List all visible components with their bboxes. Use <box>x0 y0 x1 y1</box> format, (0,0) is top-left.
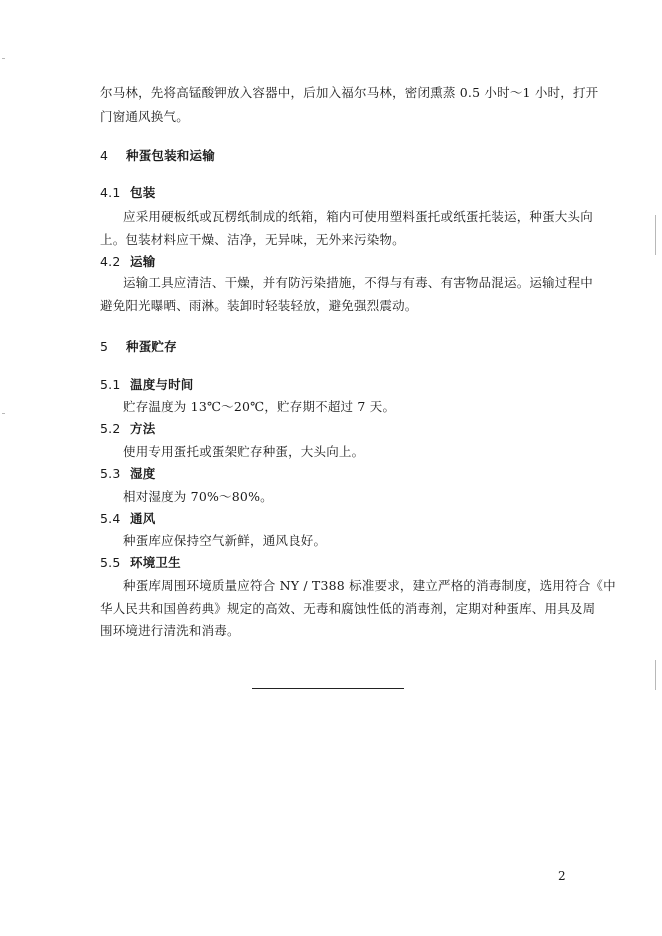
scan-mark <box>655 215 656 255</box>
section-number: 4 <box>100 148 109 163</box>
body-line: 使用专用蛋托或蛋架贮存种蛋，大头向上。 <box>123 444 365 459</box>
section-title: 方法 <box>130 421 156 436</box>
body-line: 贮存温度为 13℃～20℃，贮存期不超过 7 天。 <box>123 399 396 414</box>
body-line: 围环境进行清洗和消毒。 <box>100 623 240 638</box>
scan-mark <box>2 58 5 59</box>
section-heading-4 <box>100 148 215 164</box>
subsection-heading-5-5 <box>100 555 181 571</box>
section-title: 种蛋贮存 <box>126 339 177 354</box>
section-number: 5.1 <box>100 377 121 392</box>
body-line: 种蛋库应保持空气新鲜，通风良好。 <box>123 533 327 548</box>
body-line: 避免阳光曝晒、雨淋。装卸时轻装轻放，避免强烈震动。 <box>100 298 418 313</box>
section-number: 5.4 <box>100 511 121 526</box>
subsection-heading-4-1 <box>100 185 155 201</box>
end-rule <box>252 688 404 689</box>
body-line: 种蛋库周围环境质量应符合 NY / T388 标准要求，建立严格的消毒制度，选用符合《中 <box>123 578 616 593</box>
section-title: 种蛋包装和运输 <box>126 148 215 163</box>
body-line: 上。包装材料应干燥、洁净，无异味，无外来污染物。 <box>100 232 405 247</box>
subsection-heading-5-4 <box>100 511 155 527</box>
section-heading-5 <box>100 339 177 355</box>
subsection-heading-5-1 <box>100 377 194 393</box>
subsection-heading-5-3 <box>100 466 155 482</box>
section-title: 温度与时间 <box>130 377 194 392</box>
body-line: 相对湿度为 70%～80%。 <box>123 489 273 504</box>
section-number: 5.2 <box>100 421 121 436</box>
section-number: 5 <box>100 339 109 354</box>
scan-mark <box>655 660 656 690</box>
section-number: 4.2 <box>100 254 121 269</box>
section-title: 包装 <box>130 185 156 200</box>
body-line: 尔马林，先将高锰酸钾放入容器中，后加入福尔马林，密闭熏蒸 0.5 小时～1 小时，打开 <box>100 85 599 100</box>
scan-mark <box>2 413 5 414</box>
section-number: 5.3 <box>100 466 121 481</box>
subsection-heading-4-2 <box>100 254 155 270</box>
subsection-heading-5-2 <box>100 421 155 437</box>
section-number: 4.1 <box>100 185 121 200</box>
section-number: 5.5 <box>100 555 121 570</box>
section-title: 环境卫生 <box>130 555 181 570</box>
section-title: 通风 <box>130 511 156 526</box>
page-number: 2 <box>558 869 566 883</box>
body-line: 华人民共和国兽药典》规定的高效、无毒和腐蚀性低的消毒剂，定期对种蛋库、用具及周 <box>100 601 596 616</box>
body-line: 运输工具应清洁、干燥，并有防污染措施，不得与有毒、有害物品混运。运输过程中 <box>123 275 593 290</box>
section-title: 运输 <box>130 254 156 269</box>
body-line: 应采用硬板纸或瓦楞纸制成的纸箱，箱内可使用塑料蛋托或纸蛋托装运，种蛋大头向 <box>123 209 593 224</box>
body-line: 门窗通风换气。 <box>100 109 189 124</box>
section-title: 湿度 <box>130 466 156 481</box>
